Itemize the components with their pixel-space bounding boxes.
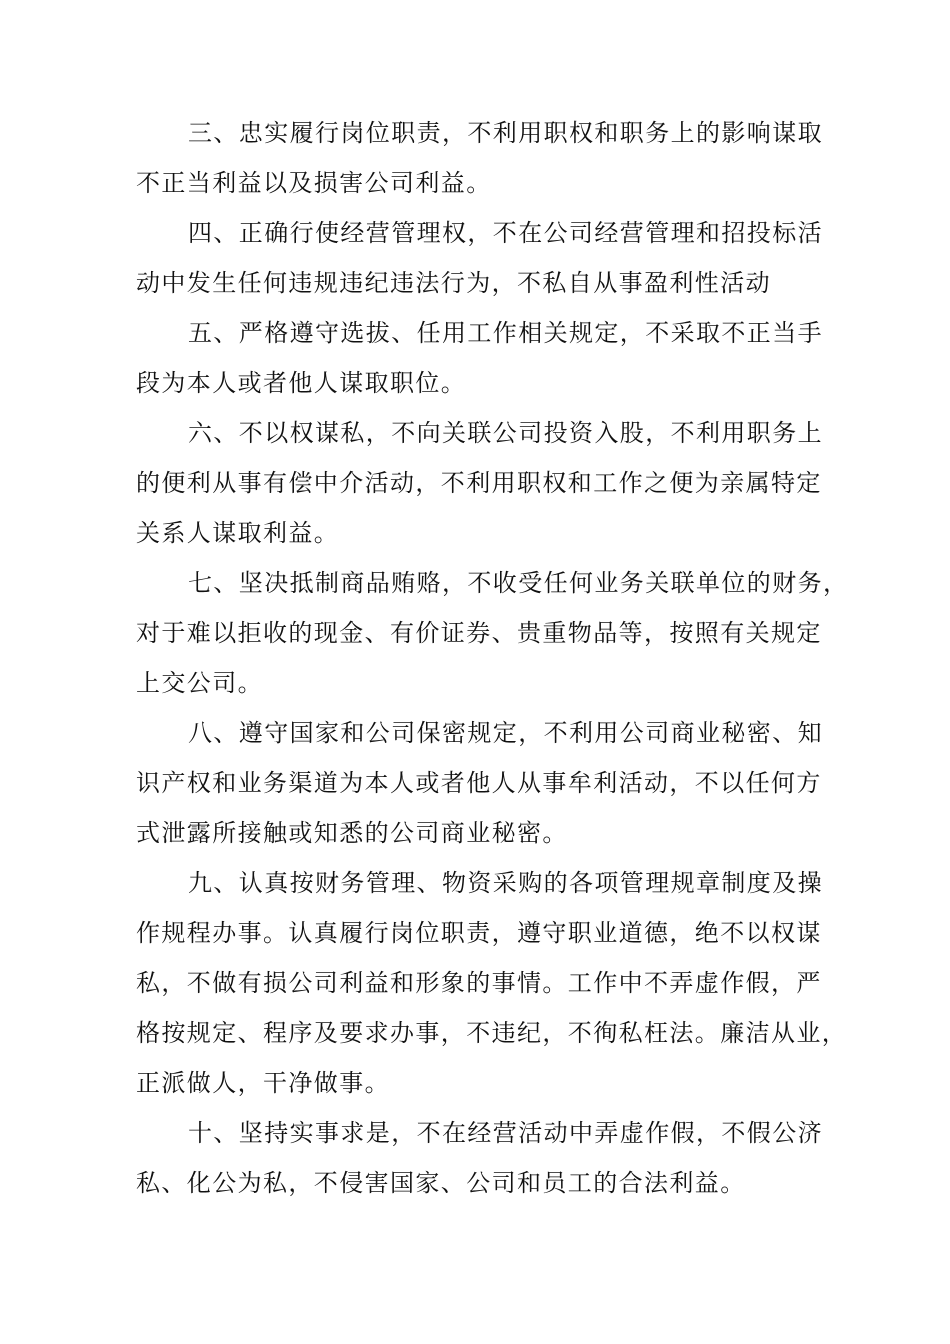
clause-10 bbox=[136, 1108, 836, 1208]
clause-4 bbox=[136, 208, 836, 308]
text-line: 六、不以权谋私，不向关联公司投资入股，不利用职务上 bbox=[188, 419, 823, 447]
text-line: 七、坚决抵制商品贿赂，不收受任何业务关联单位的财务， bbox=[188, 569, 849, 597]
text-line: 私、化公为私，不侵害国家、公司和员工的合法利益。 bbox=[136, 1169, 746, 1197]
text-line: 正派做人，干净做事。 bbox=[136, 1069, 390, 1097]
clause-5 bbox=[136, 308, 836, 408]
text-line: 段为本人或者他人谋取职位。 bbox=[136, 369, 467, 397]
document-body bbox=[136, 108, 849, 1208]
text-line: 私，不做有损公司利益和形象的事情。工作中不弄虚作假，严 bbox=[136, 969, 822, 997]
text-line: 识产权和业务渠道为本人或者他人从事牟利活动，不以任何方 bbox=[136, 769, 822, 797]
clause-3 bbox=[136, 108, 836, 208]
clause-8 bbox=[136, 708, 836, 858]
clause-7 bbox=[136, 558, 849, 708]
text-line: 对于难以拒收的现金、有价证券、贵重物品等，按照有关规定 bbox=[136, 619, 822, 647]
text-line: 十、坚持实事求是，不在经营活动中弄虚作假，不假公济 bbox=[188, 1119, 823, 1147]
text-line: 三、忠实履行岗位职责，不利用职权和职务上的影响谋取 bbox=[188, 119, 823, 147]
text-line: 关系人谋取利益。 bbox=[136, 519, 340, 547]
text-line: 九、认真按财务管理、物资采购的各项管理规章制度及操 bbox=[188, 869, 823, 897]
text-line: 格按规定、程序及要求办事，不违纪，不徇私枉法。廉洁从业， bbox=[136, 1019, 848, 1047]
clause-6 bbox=[136, 408, 836, 558]
text-line: 五、严格遵守选拔、任用工作相关规定，不采取不正当手 bbox=[188, 319, 823, 347]
text-line: 作规程办事。认真履行岗位职责，遵守职业道德，绝不以权谋 bbox=[136, 919, 822, 947]
text-line: 的便利从事有偿中介活动，不利用职权和工作之便为亲属特定 bbox=[136, 469, 822, 497]
text-line: 上交公司。 bbox=[136, 669, 263, 697]
text-line: 八、遵守国家和公司保密规定，不利用公司商业秘密、知 bbox=[188, 719, 823, 747]
text-line: 不正当利益以及损害公司利益。 bbox=[136, 169, 492, 197]
text-line: 式泄露所接触或知悉的公司商业秘密。 bbox=[136, 819, 568, 847]
clause-9 bbox=[136, 858, 848, 1108]
text-line: 动中发生任何违规违纪违法行为，不私自从事盈利性活动 bbox=[136, 269, 771, 297]
text-line: 四、正确行使经营管理权，不在公司经营管理和招投标活 bbox=[188, 219, 823, 247]
